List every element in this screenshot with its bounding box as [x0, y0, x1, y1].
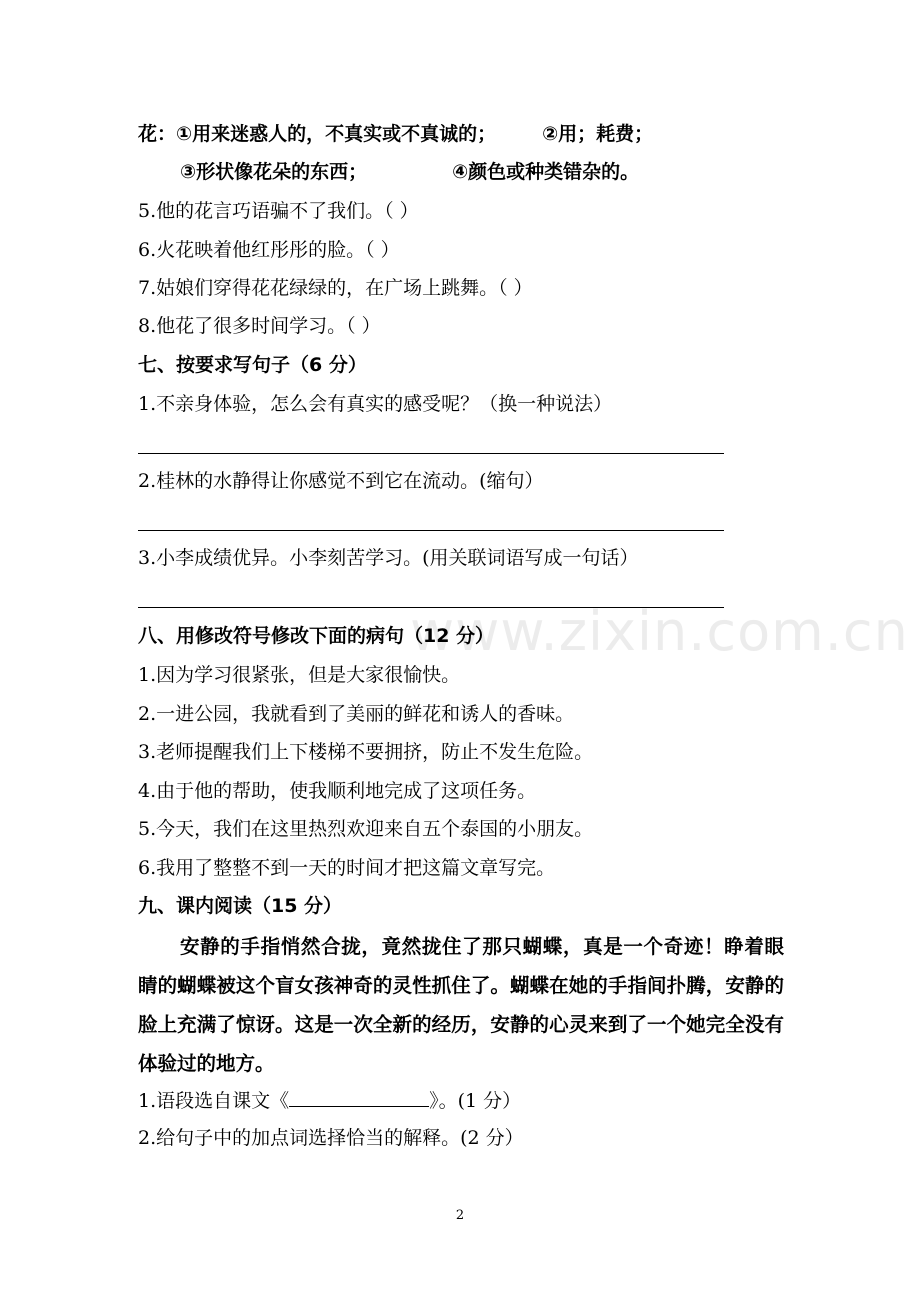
section7-question-3: 3.小李成绩优异。小李刻苦学习。(用关联词语写成一句话） — [138, 547, 639, 569]
hua-definition-1: 花：①用来迷惑人的，不真实或不真诚的； — [138, 123, 497, 145]
page-number: 2 — [455, 1208, 465, 1223]
section8-item-1: 1.因为学习很紧张，但是大家很愉快。 — [138, 664, 461, 686]
watermark: www.zixin.com.cn — [410, 600, 909, 663]
answer-line-1[interactable] — [138, 453, 724, 454]
section8-item-6: 6.我用了整整不到一天的时间才把这篇文章写完。 — [138, 857, 556, 879]
section6-question-8: 8.他花了很多时间学习。（ ） — [138, 315, 381, 337]
reading-passage: 安静的手指悄然合拢，竟然拢住了那只蝴蝶，真是一个奇迹！睁着眼睛的蝴蝶被这个盲女孩神奇的灵性抓住了。蝴蝶在她的手指间扑腾，安静的脸上充满了惊讶。这是一次全新的经历，安静的心灵来到了一个她完全没有体验过的地方。 — [138, 935, 784, 1075]
section8-title: 八、用修改符号修改下面的病句（12 分） — [138, 625, 495, 647]
hua-definition-2: ②用；耗费； — [542, 123, 654, 145]
section8-item-3: 3.老师提醒我们上下楼梯不要拥挤，防止不发生危险。 — [138, 741, 594, 763]
section6-question-7: 7.姑娘们穿得花花绿绿的，在广场上跳舞。（ ） — [138, 277, 533, 299]
lesson-title-blank[interactable] — [289, 1086, 429, 1107]
section8-item-4: 4.由于他的帮助，使我顺利地完成了这项任务。 — [138, 780, 537, 802]
section7-question-1: 1.不亲身体验，怎么会有真实的感受呢？（换一种说法） — [138, 393, 613, 415]
section9-question-1-prefix: 1.语段选自课文《 — [138, 1090, 290, 1112]
section9-question-1 — [138, 1086, 521, 1114]
hua-definition-4: ④颜色或种类错杂的。 — [452, 161, 640, 183]
section9-question-2: 2.给句子中的加点词选择恰当的解释。(2 分） — [138, 1127, 524, 1149]
hua-definition-line-2 — [180, 159, 639, 185]
section8-item-5: 5.今天，我们在这里热烈欢迎来自五个泰国的小朋友。 — [138, 818, 594, 840]
hua-definition-3: ③形状像花朵的东西； — [180, 161, 368, 183]
section9-question-1-suffix: 》。(1 分） — [429, 1090, 522, 1112]
section8-item-2: 2.一进公园，我就看到了美丽的鲜花和诱人的香味。 — [138, 703, 575, 725]
hua-definition-line-1 — [138, 121, 653, 147]
section7-question-2: 2.桂林的水静得让你感觉不到它在流动。(缩句） — [138, 470, 544, 492]
section6-question-5: 5.他的花言巧语骗不了我们。（ ） — [138, 200, 419, 222]
section7-title: 七、按要求写句子（6 分） — [138, 354, 367, 376]
section6-question-6: 6.火花映着他红彤彤的脸。（ ） — [138, 239, 400, 261]
answer-line-2[interactable] — [138, 530, 724, 531]
section9-title: 九、课内阅读（15 分） — [138, 895, 343, 917]
